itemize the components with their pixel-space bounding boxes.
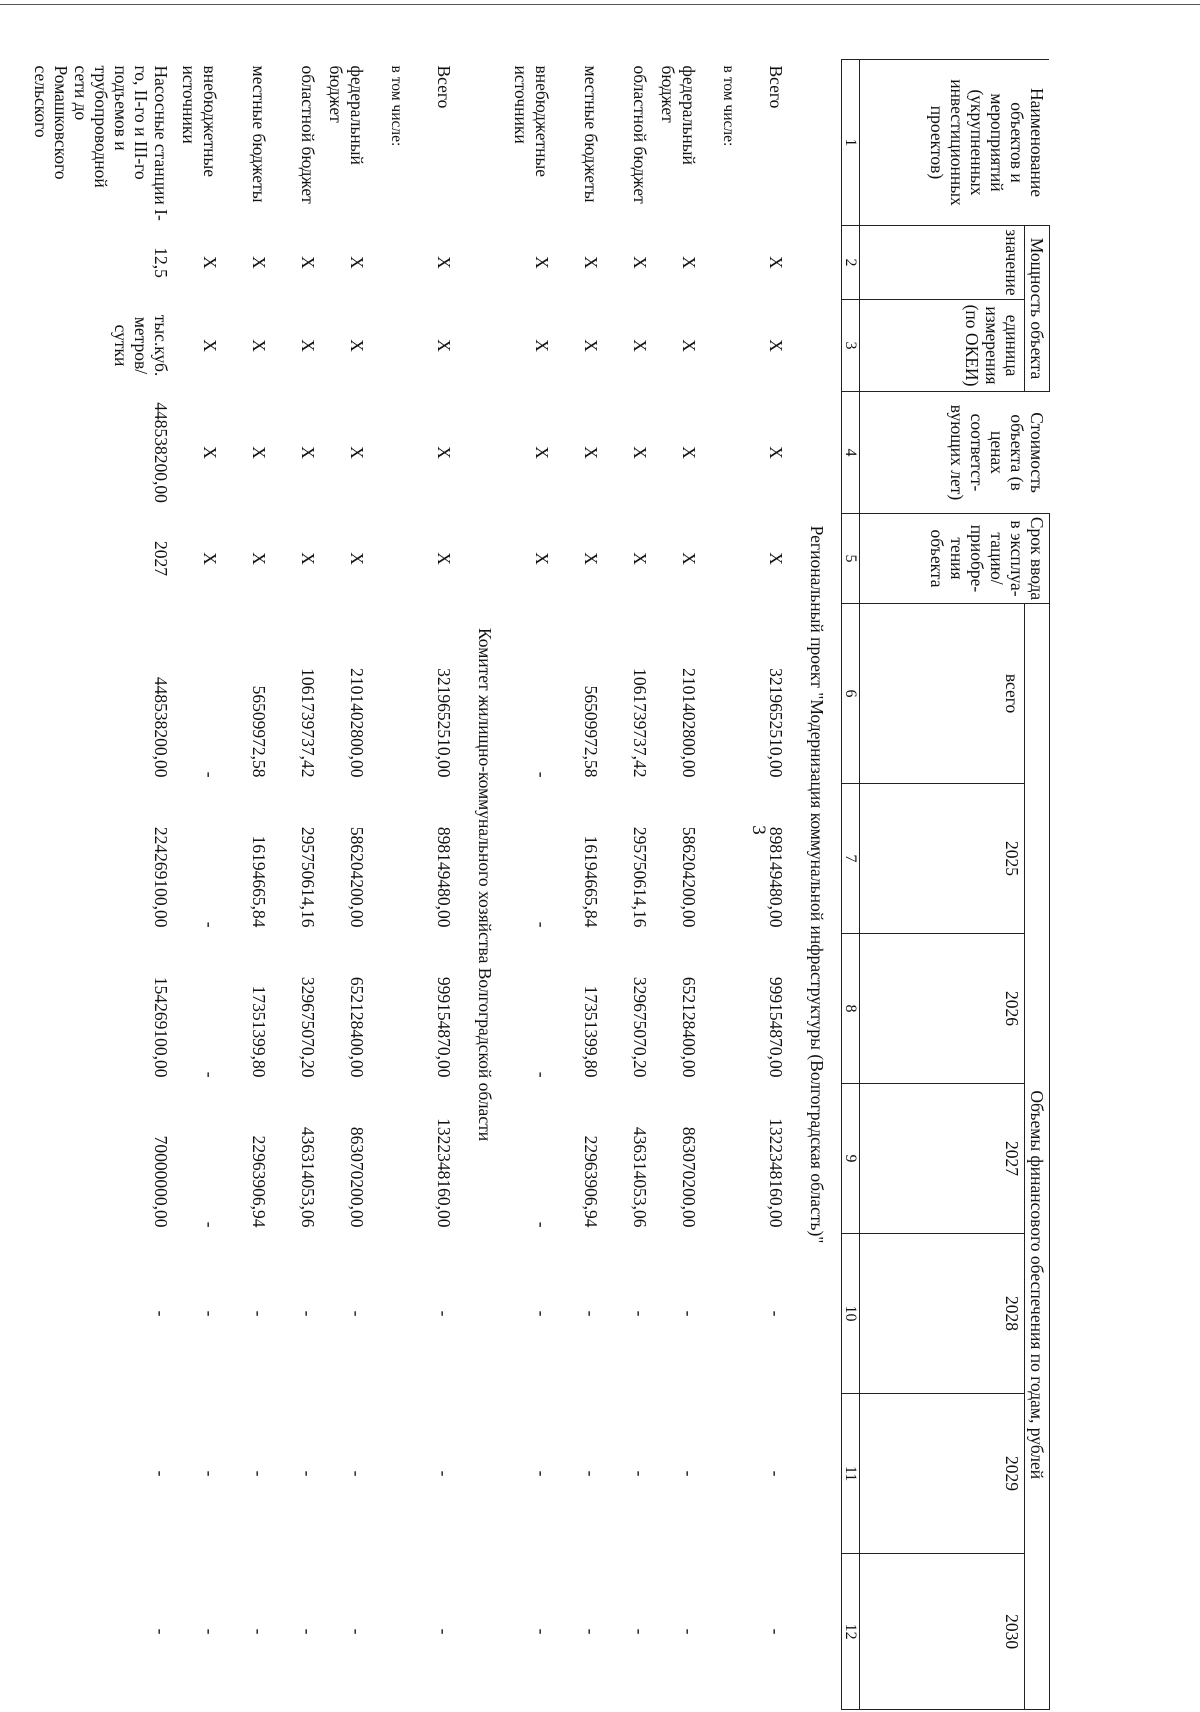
cell: X bbox=[347, 256, 368, 269]
table-row bbox=[559, 60, 608, 1710]
cell: - bbox=[679, 1628, 700, 1635]
cell: X bbox=[532, 446, 553, 459]
cell: 56509972,58 bbox=[249, 685, 270, 778]
cell: 295750614,16 bbox=[630, 826, 651, 928]
row-label: федеральный бюджет bbox=[658, 65, 700, 165]
table-row bbox=[412, 60, 461, 1710]
cell: X bbox=[630, 552, 651, 565]
cell: - bbox=[766, 1310, 787, 1317]
cell: 16194665,84 bbox=[249, 835, 270, 928]
cell: - bbox=[200, 921, 221, 928]
cell: - bbox=[151, 1310, 172, 1317]
cell: 2027 bbox=[151, 541, 172, 577]
cell: 16194665,84 bbox=[581, 835, 602, 928]
cell: 436314053,06 bbox=[630, 1126, 651, 1228]
cell: X bbox=[347, 339, 368, 352]
cell: X bbox=[532, 256, 553, 269]
cell: X bbox=[298, 256, 319, 269]
header-funding-label: Объемы финансового обеспечения по годам, рублей bbox=[1027, 1090, 1047, 1480]
row-label: областной бюджет bbox=[630, 65, 651, 204]
cell: - bbox=[298, 1470, 319, 1477]
table-row bbox=[744, 60, 793, 1710]
cell: X bbox=[249, 552, 270, 565]
cell: - bbox=[249, 1628, 270, 1635]
table-row bbox=[657, 60, 706, 1710]
cell: 1061739737,42 bbox=[298, 668, 319, 778]
cell: 22963906,94 bbox=[249, 1135, 270, 1228]
table-row bbox=[706, 60, 744, 1710]
header-term: Срок ввода в эксплуа-тацию/ приобре-тения объекта bbox=[860, 514, 1050, 604]
scan-edge-line bbox=[0, 4, 1200, 5]
cell: X bbox=[249, 339, 270, 352]
cell: - bbox=[200, 771, 221, 778]
cell: - bbox=[630, 1310, 651, 1317]
cell: 448538200,00 bbox=[151, 402, 172, 503]
section-heading-row bbox=[461, 60, 510, 1710]
cell: X bbox=[249, 446, 270, 459]
table-row bbox=[608, 60, 657, 1710]
cell: X bbox=[581, 339, 602, 352]
column-number: 5 bbox=[842, 514, 860, 604]
cell: - bbox=[347, 1470, 368, 1477]
row-label: внебюджетные источники bbox=[179, 65, 221, 178]
cell: - bbox=[151, 1470, 172, 1477]
cell: 898149480,00 bbox=[766, 826, 787, 928]
cell: 586204200,00 bbox=[679, 826, 700, 928]
cell: X bbox=[630, 339, 651, 352]
cell: 1322348160,00 bbox=[434, 1118, 455, 1228]
cell: 999154870,00 bbox=[766, 976, 787, 1078]
cell: X bbox=[581, 552, 602, 565]
cell: X bbox=[766, 446, 787, 459]
cell: X bbox=[766, 256, 787, 269]
including-label: в том числе: bbox=[720, 65, 738, 147]
cell: X bbox=[298, 552, 319, 565]
cell: X bbox=[298, 339, 319, 352]
cell: 295750614,16 bbox=[298, 826, 319, 928]
table-row bbox=[276, 60, 325, 1710]
cell: 329675070,20 bbox=[630, 976, 651, 1078]
object-name: Насосные станции I-го, II-го и III-го подъемов и трубопроводной сети до Ромашковского сельского bbox=[31, 65, 172, 221]
cell: 154269100,00 bbox=[151, 976, 172, 1078]
cell: X bbox=[347, 552, 368, 565]
cell: X bbox=[434, 339, 455, 352]
column-number-row bbox=[842, 60, 860, 1710]
row-label: Всего bbox=[434, 65, 455, 109]
cell: X bbox=[581, 446, 602, 459]
cell: - bbox=[200, 1470, 221, 1477]
cell: X bbox=[630, 256, 651, 269]
cell: X bbox=[434, 446, 455, 459]
column-number: 1 bbox=[842, 60, 860, 226]
cell: X bbox=[679, 339, 700, 352]
cell: X bbox=[200, 446, 221, 459]
cell: 863070200,00 bbox=[347, 1126, 368, 1228]
column-number: 10 bbox=[842, 1234, 860, 1394]
cell: - bbox=[581, 1628, 602, 1635]
header-year-2029: 2029 bbox=[860, 1394, 1025, 1554]
cell: - bbox=[532, 1071, 553, 1078]
page-number: 3 bbox=[748, 825, 769, 835]
cell: X bbox=[434, 256, 455, 269]
cell: - bbox=[532, 1470, 553, 1477]
column-number: 12 bbox=[842, 1554, 860, 1710]
cell: - bbox=[249, 1470, 270, 1477]
cell: 448538200,00 bbox=[151, 676, 172, 778]
cell: - bbox=[532, 771, 553, 778]
column-number: 2 bbox=[842, 226, 860, 300]
cell: - bbox=[532, 921, 553, 928]
cell: - bbox=[766, 1628, 787, 1635]
header-cost: Стоимость объекта (в ценах соответст-вующих лет) bbox=[860, 392, 1050, 514]
column-number: 4 bbox=[842, 392, 860, 514]
header-funding-group bbox=[1025, 604, 1050, 1710]
table-row bbox=[325, 60, 374, 1710]
cell: 1061739737,42 bbox=[630, 668, 651, 778]
table-row bbox=[227, 60, 276, 1710]
cell: - bbox=[532, 1221, 553, 1228]
header-year-2030: 2030 bbox=[860, 1554, 1025, 1710]
cell: X bbox=[532, 339, 553, 352]
cell: X bbox=[679, 446, 700, 459]
cell: - bbox=[434, 1628, 455, 1635]
cell: - bbox=[298, 1628, 319, 1635]
header-total: всего bbox=[860, 604, 1025, 784]
cell: X bbox=[200, 256, 221, 269]
cell: 863070200,00 bbox=[679, 1126, 700, 1228]
column-number: 3 bbox=[842, 300, 860, 392]
cell: X bbox=[347, 446, 368, 459]
cell: X bbox=[298, 446, 319, 459]
cell: X bbox=[532, 552, 553, 565]
table-row bbox=[510, 60, 559, 1710]
cell: - bbox=[434, 1470, 455, 1477]
header-year-2027: 2027 bbox=[860, 1084, 1025, 1234]
cell: - bbox=[151, 1628, 172, 1635]
cell: 22963906,94 bbox=[581, 1135, 602, 1228]
section-1-title: Региональный проект "Модернизация коммунальной инфраструктуры (Волгоградская область)" bbox=[807, 525, 828, 1244]
cell: - bbox=[200, 1221, 221, 1228]
including-label: в том числе: bbox=[388, 65, 406, 147]
cell: - bbox=[249, 1310, 270, 1317]
table-row bbox=[32, 60, 178, 1710]
cell: X bbox=[200, 552, 221, 565]
cell: 586204200,00 bbox=[347, 826, 368, 928]
cell: - bbox=[532, 1310, 553, 1317]
cell: X bbox=[679, 256, 700, 269]
rotated-table-container bbox=[0, 59, 1050, 1709]
cell: 3219652510,00 bbox=[434, 668, 455, 778]
cell: 17351399,80 bbox=[249, 985, 270, 1078]
cell: 436314053,06 bbox=[298, 1126, 319, 1228]
cell: 12,5 bbox=[151, 247, 172, 278]
cell: - bbox=[581, 1470, 602, 1477]
cell: - bbox=[532, 1628, 553, 1635]
cell: X bbox=[249, 256, 270, 269]
cell: - bbox=[347, 1628, 368, 1635]
cell: 329675070,20 bbox=[298, 976, 319, 1078]
cell: 3219652510,00 bbox=[766, 668, 787, 778]
header-power-unit: единица измерения (по ОКЕИ) bbox=[860, 300, 1025, 392]
cell: X bbox=[679, 552, 700, 565]
table-row bbox=[374, 60, 412, 1710]
cell: 898149480,00 bbox=[434, 826, 455, 928]
cell: 224269100,00 bbox=[151, 826, 172, 928]
row-label: федеральный бюджет bbox=[326, 65, 368, 165]
cell: 652128400,00 bbox=[679, 976, 700, 1078]
cell: 70000000,00 bbox=[151, 1135, 172, 1228]
column-number: 9 bbox=[842, 1084, 860, 1234]
funding-table bbox=[32, 59, 1051, 1710]
row-label: местные бюджеты bbox=[249, 65, 270, 203]
row-label: областной бюджет bbox=[298, 65, 319, 204]
cell: X bbox=[200, 339, 221, 352]
cell: - bbox=[200, 1071, 221, 1078]
column-number: 6 bbox=[842, 604, 860, 784]
row-label: местные бюджеты bbox=[581, 65, 602, 203]
cell: - bbox=[200, 1628, 221, 1635]
cell: 652128400,00 bbox=[347, 976, 368, 1078]
cell: X bbox=[581, 256, 602, 269]
section-heading-row bbox=[793, 60, 842, 1710]
cell: X bbox=[766, 552, 787, 565]
cell: 56509972,58 bbox=[581, 685, 602, 778]
cell: - bbox=[200, 1310, 221, 1317]
cell: - bbox=[347, 1310, 368, 1317]
header-name: Наименование объектов и мероприятий (укрупненных инвестиционных проектов) bbox=[860, 60, 1050, 226]
cell: 17351399,80 bbox=[581, 985, 602, 1078]
cell: 2101402800,00 bbox=[347, 668, 368, 778]
column-number: 7 bbox=[842, 784, 860, 934]
cell: 2101402800,00 bbox=[679, 668, 700, 778]
header-power-value: значение bbox=[860, 226, 1025, 300]
header-year-2028: 2028 bbox=[860, 1234, 1025, 1394]
section-2-title: Комитет жилищно-коммунального хозяйства Волгоградской области bbox=[475, 627, 496, 1142]
row-label: Всего bbox=[766, 65, 787, 109]
row-label: внебюджетные источники bbox=[511, 65, 553, 178]
cell: 1322348160,00 bbox=[766, 1118, 787, 1228]
cell: 999154870,00 bbox=[434, 976, 455, 1078]
cell: X bbox=[630, 446, 651, 459]
cell: - bbox=[630, 1470, 651, 1477]
cell: - bbox=[766, 1470, 787, 1477]
cell: - bbox=[679, 1310, 700, 1317]
header-power-group: Мощность объекта bbox=[1025, 226, 1050, 392]
cell: X bbox=[766, 339, 787, 352]
cell: - bbox=[581, 1310, 602, 1317]
header-year-2025: 2025 bbox=[860, 784, 1025, 934]
cell: - bbox=[679, 1470, 700, 1477]
cell: - bbox=[630, 1628, 651, 1635]
table-row bbox=[178, 60, 227, 1710]
column-number: 8 bbox=[842, 934, 860, 1084]
cell: тыс.куб. метров/ сутки bbox=[111, 314, 172, 377]
column-number: 11 bbox=[842, 1394, 860, 1554]
cell: - bbox=[434, 1310, 455, 1317]
cell: - bbox=[298, 1310, 319, 1317]
cell: X bbox=[434, 552, 455, 565]
header-year-2026: 2026 bbox=[860, 934, 1025, 1084]
